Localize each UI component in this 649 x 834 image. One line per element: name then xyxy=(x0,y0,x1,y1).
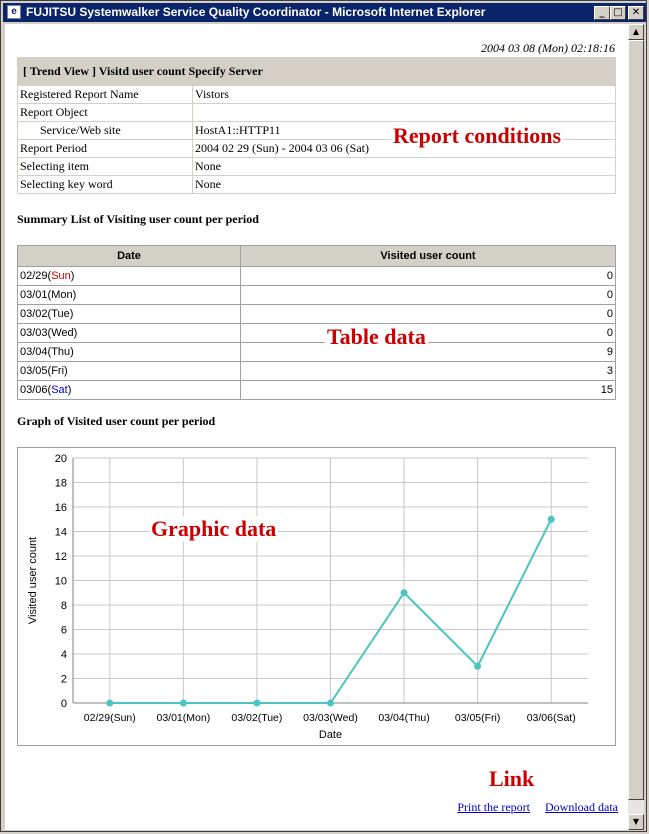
report-header: [ Trend View ] Visitd user count Specify Server xyxy=(17,57,616,85)
date-cell xyxy=(18,267,241,286)
x-tick-label: 03/01(Mon) xyxy=(156,712,211,724)
condition-value: HostA1::HTTP11 xyxy=(193,122,616,140)
condition-value: Vistors xyxy=(193,86,616,104)
condition-value: None xyxy=(193,176,616,194)
summary-header-row xyxy=(18,246,616,267)
page-content xyxy=(5,24,628,830)
window-title: FUJITSU Systemwalker Service Quality Coordinator - Microsoft Internet Explorer xyxy=(26,5,486,19)
date-cell xyxy=(18,381,241,400)
visited-count-cell: 0 xyxy=(241,324,616,343)
data-point xyxy=(253,700,260,707)
visited-count-cell: 0 xyxy=(241,267,616,286)
condition-label: Service/Web site xyxy=(18,122,193,140)
visited-count-cell: 15 xyxy=(241,381,616,400)
table-row xyxy=(18,381,616,400)
visited-count-cell: 9 xyxy=(241,343,616,362)
day-of-week: Thu xyxy=(51,346,71,358)
condition-label: Report Object xyxy=(18,104,193,122)
graphic-data-annotation: Graphic data xyxy=(151,516,277,541)
data-point xyxy=(548,516,555,523)
minimize-button[interactable]: _ xyxy=(594,6,610,20)
summary-table xyxy=(17,245,616,400)
report-links xyxy=(445,800,618,815)
print-report-link[interactable]: Print the report xyxy=(457,800,531,814)
condition-row xyxy=(18,86,616,104)
table-row xyxy=(18,267,616,286)
condition-value: 2004 02 29 (Sun) - 2004 03 06 (Sat) xyxy=(193,140,616,158)
internet-explorer-icon: e xyxy=(7,5,21,19)
scroll-up-button[interactable]: ▲ xyxy=(628,24,644,40)
y-tick-label: 6 xyxy=(60,624,67,637)
line-chart xyxy=(18,448,615,745)
y-tick-label: 2 xyxy=(60,673,67,686)
date-close-paren: ) xyxy=(70,270,75,282)
day-of-week: Sat xyxy=(51,384,68,396)
date-text: 03/06( xyxy=(20,384,52,396)
column-header-visited-count: Visited user count xyxy=(241,246,616,267)
date-cell xyxy=(18,362,241,381)
visited-count-cell: 0 xyxy=(241,286,616,305)
maximize-button[interactable]: □ xyxy=(610,6,626,20)
day-of-week: Fri xyxy=(51,365,65,377)
condition-row xyxy=(18,158,616,176)
condition-label: Registered Report Name xyxy=(18,86,193,104)
visited-count-cell: 3 xyxy=(241,362,616,381)
date-close-paren: ) xyxy=(67,384,72,396)
day-of-week: Mon xyxy=(51,289,73,301)
close-button[interactable]: ✕ xyxy=(628,6,644,20)
download-data-link[interactable]: Download data xyxy=(545,800,618,814)
data-point xyxy=(180,700,187,707)
x-tick-label: 03/03(Wed) xyxy=(303,712,358,724)
y-tick-label: 18 xyxy=(54,477,67,490)
x-tick-label: 03/04(Thu) xyxy=(378,712,430,724)
date-close-paren: ) xyxy=(73,327,78,339)
condition-label: Selecting key word xyxy=(18,176,193,194)
date-close-paren: ) xyxy=(69,308,74,320)
table-row xyxy=(18,362,616,381)
table-data-annotation: Table data xyxy=(327,324,426,349)
link-annotation: Link xyxy=(489,766,535,791)
vertical-scrollbar[interactable] xyxy=(628,24,644,830)
condition-label: Selecting item xyxy=(18,158,193,176)
y-tick-label: 0 xyxy=(60,698,67,710)
data-point xyxy=(106,700,113,707)
visited-count-cell: 0 xyxy=(241,305,616,324)
condition-row xyxy=(18,176,616,194)
day-of-week: Wed xyxy=(51,327,74,339)
condition-value xyxy=(193,104,616,122)
date-close-paren: ) xyxy=(72,289,77,301)
date-cell xyxy=(18,343,241,362)
data-point xyxy=(474,663,481,670)
column-header-date: Date xyxy=(18,246,241,267)
x-axis-title: Date xyxy=(318,729,343,741)
date-cell xyxy=(18,305,241,324)
y-tick-label: 8 xyxy=(60,600,67,612)
table-row xyxy=(18,305,616,324)
y-tick-label: 16 xyxy=(54,502,67,514)
table-row xyxy=(18,343,616,362)
date-text: 03/02( xyxy=(20,308,52,320)
condition-label: Report Period xyxy=(18,140,193,158)
condition-row xyxy=(18,104,616,122)
day-of-week: Sun xyxy=(51,270,71,282)
date-text: 03/04( xyxy=(20,346,52,358)
y-tick-label: 20 xyxy=(54,453,67,465)
y-tick-label: 4 xyxy=(60,649,67,661)
date-text: 02/29( xyxy=(20,270,52,282)
day-of-week: Tue xyxy=(51,308,70,320)
graph-container xyxy=(17,447,616,746)
x-tick-label: 03/05(Fri) xyxy=(454,712,501,724)
y-tick-label: 12 xyxy=(54,551,67,563)
condition-value: None xyxy=(193,158,616,176)
table-row xyxy=(18,286,616,305)
date-close-paren: ) xyxy=(64,365,68,377)
graph-title: Graph of Visited user count per period xyxy=(17,414,216,428)
data-point xyxy=(401,589,408,596)
x-tick-label: 02/29(Sun) xyxy=(83,712,136,724)
y-axis-title: Visited user count xyxy=(27,536,39,625)
date-text: 03/03( xyxy=(20,327,52,339)
report-timestamp: 2004 03 08 (Mon) 02:18:16 xyxy=(481,41,615,55)
report-conditions-annotation: Report conditions xyxy=(393,123,562,148)
y-tick-label: 14 xyxy=(54,526,67,539)
data-point xyxy=(327,700,334,707)
scroll-thumb[interactable] xyxy=(628,40,644,800)
x-tick-label: 03/02(Tue) xyxy=(231,712,283,724)
scroll-down-button[interactable]: ▼ xyxy=(628,814,644,830)
date-close-paren: ) xyxy=(70,346,74,358)
x-tick-label: 03/06(Sat) xyxy=(526,712,576,724)
date-text: 03/01( xyxy=(20,289,52,301)
title-bar[interactable] xyxy=(3,3,646,22)
summary-title: Summary List of Visiting user count per period xyxy=(17,212,259,226)
date-cell xyxy=(18,324,241,343)
y-tick-label: 10 xyxy=(54,575,67,588)
date-cell xyxy=(18,286,241,305)
date-text: 03/05( xyxy=(20,365,52,377)
table-row xyxy=(18,324,616,343)
